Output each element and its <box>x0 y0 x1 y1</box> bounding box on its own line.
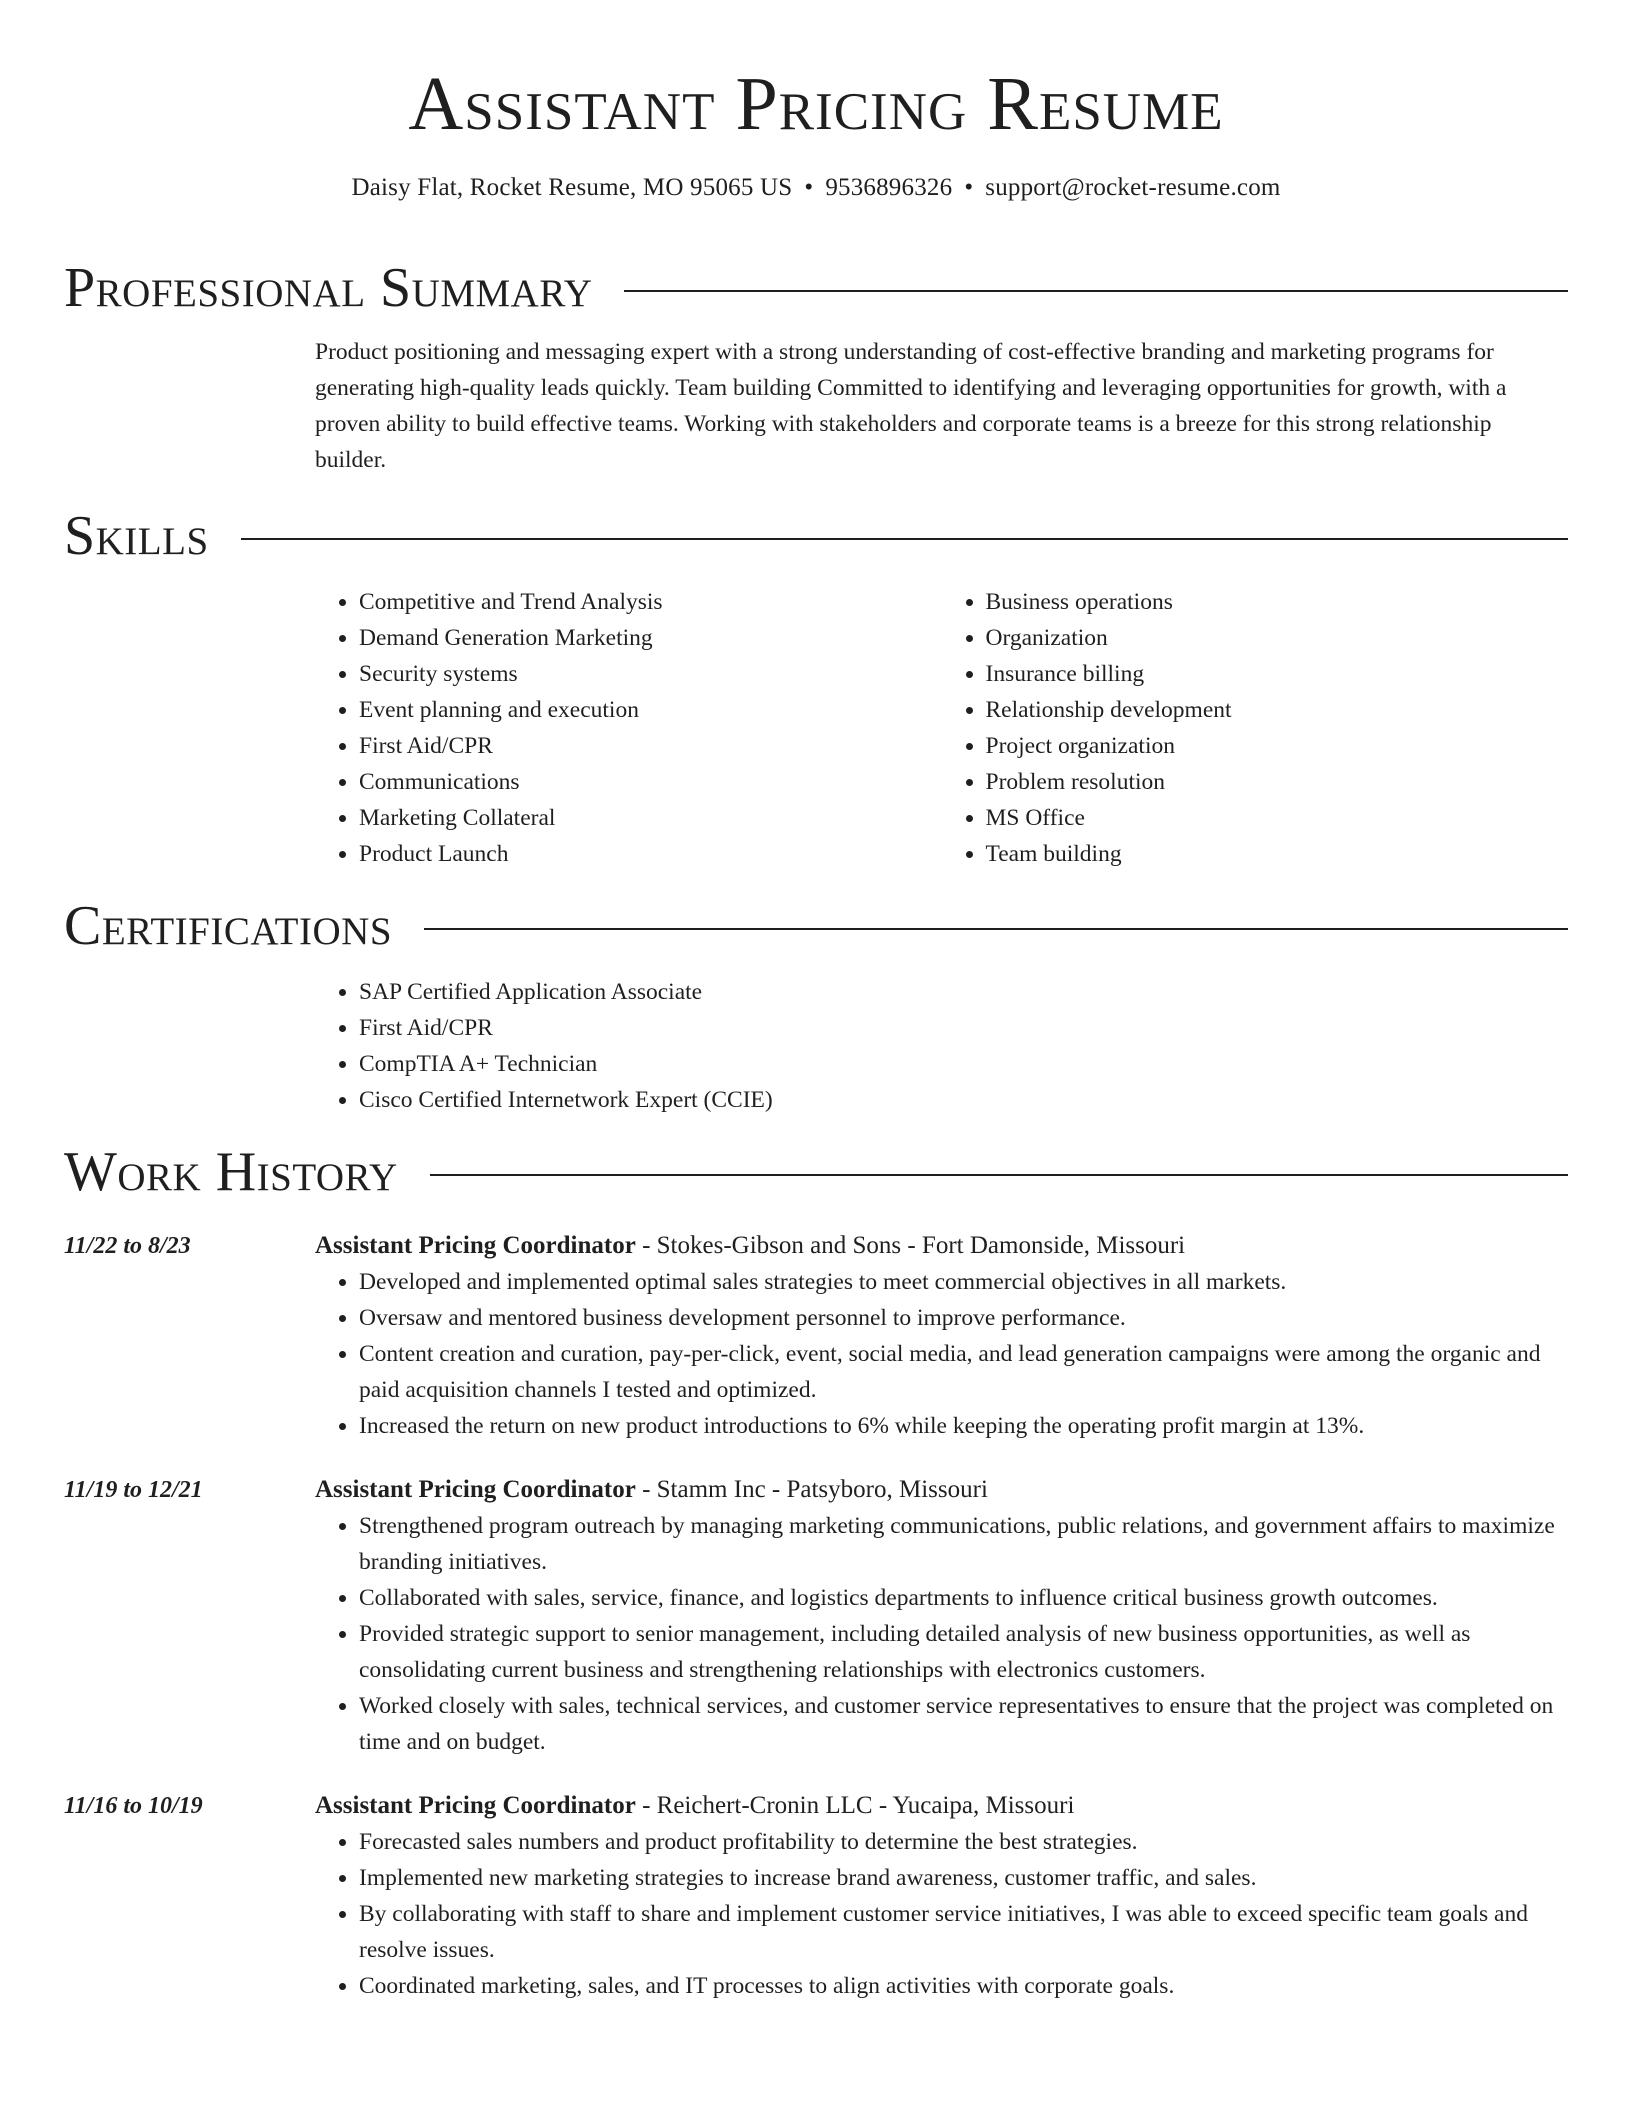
job-employer: - Reichert-Cronin LLC - Yucaipa, Missouri <box>635 1792 1075 1819</box>
skill-item: • First Aid/CPR <box>359 728 942 764</box>
skill-item: • Business operations <box>986 584 1569 620</box>
skill-item: • Organization <box>986 620 1569 656</box>
skills-list-left <box>315 584 942 872</box>
job-bullet: • Provided strategic support to senior management, including detailed analysis of new business opportunities, as well as consolidating current business and strengthening relationships with electronics customers. <box>359 1616 1568 1688</box>
skills-heading: Skills <box>64 505 209 567</box>
certifications-section-header <box>64 894 1568 958</box>
section-divider <box>241 538 1568 540</box>
section-divider <box>624 290 1568 292</box>
job-bullet: • Forecasted sales numbers and product profitability to determine the best strategies. <box>359 1824 1568 1860</box>
job-bullets <box>315 1508 1568 1760</box>
skill-item: • Competitive and Trend Analysis <box>359 584 942 620</box>
contact-separator: • <box>804 174 814 201</box>
section-divider <box>424 928 1568 930</box>
skill-item: • Product Launch <box>359 836 942 872</box>
job-bullet: • Strengthened program outreach by managing marketing communications, public relations, and government affairs to maximize branding initiatives. <box>359 1508 1568 1580</box>
work-history-list <box>64 1228 1568 2004</box>
job-bullet: • Oversaw and mentored business development personnel to improve performance. <box>359 1300 1568 1336</box>
job-dates: 11/19 to 12/21 <box>64 1477 203 1503</box>
job-entry <box>64 1788 1568 2004</box>
certification-item: • CompTIA A+ Technician <box>359 1046 1568 1082</box>
job-dates: 11/16 to 10/19 <box>64 1793 203 1819</box>
job-employer: - Stamm Inc - Patsyboro, Missouri <box>635 1476 988 1503</box>
skill-item: • MS Office <box>986 800 1569 836</box>
summary-text: Product positioning and messaging expert with a strong understanding of cost-effective branding and marketing programs for generating high-quality leads quickly. Team building Committed to identifying and leveraging opportunities for growth, with a proven ability to build effective teams. Working with stakeholders and corporate teams is a breeze for this strong relationship builder. <box>315 339 1507 473</box>
job-bullet: • Implemented new marketing strategies to increase brand awareness, customer traffic, and sales. <box>359 1860 1568 1896</box>
skill-item: • Event planning and execution <box>359 692 942 728</box>
skill-item: • Marketing Collateral <box>359 800 942 836</box>
skills-section-header <box>64 504 1568 568</box>
job-entry <box>64 1228 1568 1444</box>
job-bullets <box>315 1824 1568 2004</box>
job-bullet: • Content creation and curation, pay-per-click, event, social media, and lead generation campaigns were among the organic and paid acquisition channels I tested and optimized. <box>359 1336 1568 1408</box>
skill-item: • Problem resolution <box>986 764 1569 800</box>
resume-page <box>64 0 1568 2004</box>
job-bullet: • Developed and implemented optimal sales strategies to meet commercial objectives in all markets. <box>359 1264 1568 1300</box>
skill-item: • Security systems <box>359 656 942 692</box>
job-bullet: • Worked closely with sales, technical services, and customer service representatives to ensure that the project was completed on time and on budget. <box>359 1688 1568 1760</box>
job-employer: - Stokes-Gibson and Sons - Fort Damonside, Missouri <box>635 1232 1186 1259</box>
job-heading <box>315 1472 1568 1508</box>
job-role: Assistant Pricing Coordinator <box>315 1792 636 1819</box>
contact-address: Daisy Flat, Rocket Resume, MO 95065 US <box>351 174 793 201</box>
job-bullet: • Increased the return on new product introductions to 6% while keeping the operating profit margin at 13%. <box>359 1408 1568 1444</box>
skill-item: • Team building <box>986 836 1569 872</box>
job-bullet: • Collaborated with sales, service, finance, and logistics departments to influence critical business growth outcomes. <box>359 1580 1568 1616</box>
certification-item: • First Aid/CPR <box>359 1010 1568 1046</box>
certifications-list <box>315 974 1568 1118</box>
contact-email: support@rocket-resume.com <box>985 174 1281 201</box>
job-entry <box>64 1472 1568 1760</box>
contact-line <box>64 172 1568 204</box>
certifications-heading: Certifications <box>64 895 393 957</box>
skill-item: • Communications <box>359 764 942 800</box>
job-heading <box>315 1228 1568 1264</box>
certification-item: • SAP Certified Application Associate <box>359 974 1568 1010</box>
skill-item: • Relationship development <box>986 692 1569 728</box>
job-heading <box>315 1788 1568 1824</box>
work-history-heading: Work History <box>64 1141 398 1203</box>
skill-item: • Insurance billing <box>986 656 1569 692</box>
summary-section-header <box>64 256 1568 320</box>
skills-grid <box>315 584 1568 872</box>
summary-heading: Professional Summary <box>64 257 593 319</box>
certification-item: • Cisco Certified Internetwork Expert (CCIE) <box>359 1082 1568 1118</box>
job-role: Assistant Pricing Coordinator <box>315 1476 636 1503</box>
skill-item: • Demand Generation Marketing <box>359 620 942 656</box>
resume-title: Assistant Pricing Resume <box>408 62 1224 146</box>
skill-item: • Project organization <box>986 728 1569 764</box>
job-dates: 11/22 to 8/23 <box>64 1233 191 1259</box>
job-bullets <box>315 1264 1568 1444</box>
section-divider <box>430 1174 1568 1176</box>
job-bullet: • Coordinated marketing, sales, and IT processes to align activities with corporate goals. <box>359 1968 1568 2004</box>
job-bullet: • By collaborating with staff to share and implement customer service initiatives, I was able to exceed specific team goals and resolve issues. <box>359 1896 1568 1968</box>
work-history-section-header <box>64 1140 1568 1204</box>
skills-list-right <box>942 584 1569 872</box>
job-role: Assistant Pricing Coordinator <box>315 1232 636 1259</box>
contact-separator: • <box>964 174 974 201</box>
contact-phone: 9536896326 <box>825 174 953 201</box>
